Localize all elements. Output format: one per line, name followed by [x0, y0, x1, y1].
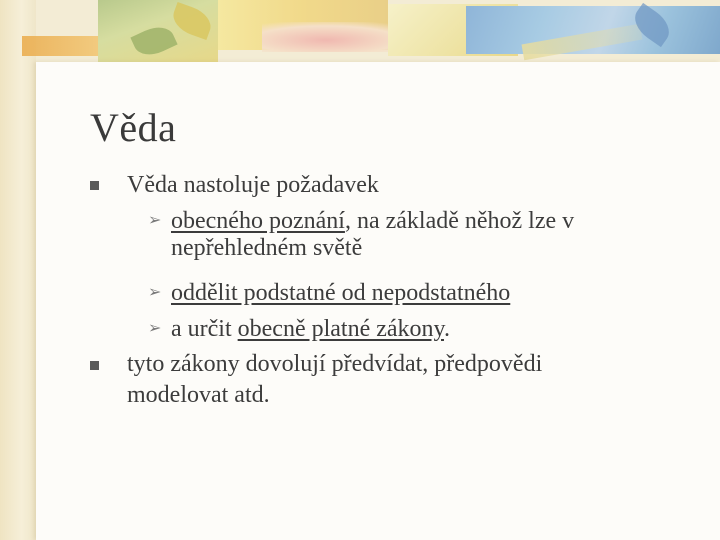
- bullet-text: tyto zákony dovolují předvídat, předpovědi: [127, 351, 543, 377]
- sub-text-underlined: oddělit podstatné od nepodstatného: [171, 280, 511, 306]
- square-bullet-icon: [90, 181, 99, 190]
- sub-text-underlined: obecně platné zákony: [237, 316, 444, 342]
- bullet-text: Věda nastoluje požadavek: [127, 172, 379, 198]
- sub-text-underlined: obecného poznání: [171, 208, 345, 234]
- sub-bullet-text: [171, 207, 574, 235]
- sub-bullet-text-continued: nepřehledném světě: [171, 235, 363, 261]
- sub-text-pre: a určit: [171, 316, 238, 342]
- bullet-text-continued: modelovat atd.: [127, 382, 270, 408]
- arrowhead-bullet-icon: ➢: [148, 282, 162, 301]
- arrowhead-bullet-icon: ➢: [148, 210, 162, 229]
- decorative-banner: [22, 0, 720, 62]
- sub-text-post: , na základě něhož lze v: [344, 208, 575, 234]
- arrowhead-bullet-icon: ➢: [148, 318, 162, 337]
- sub-bullet-text: [171, 315, 450, 343]
- banner-shape: [22, 36, 102, 56]
- slide-title: Věda: [90, 105, 177, 150]
- square-bullet-icon: [90, 361, 99, 370]
- left-paper-strip: [0, 0, 36, 540]
- sub-bullet-text: [171, 279, 510, 307]
- sub-text-post: .: [443, 316, 450, 342]
